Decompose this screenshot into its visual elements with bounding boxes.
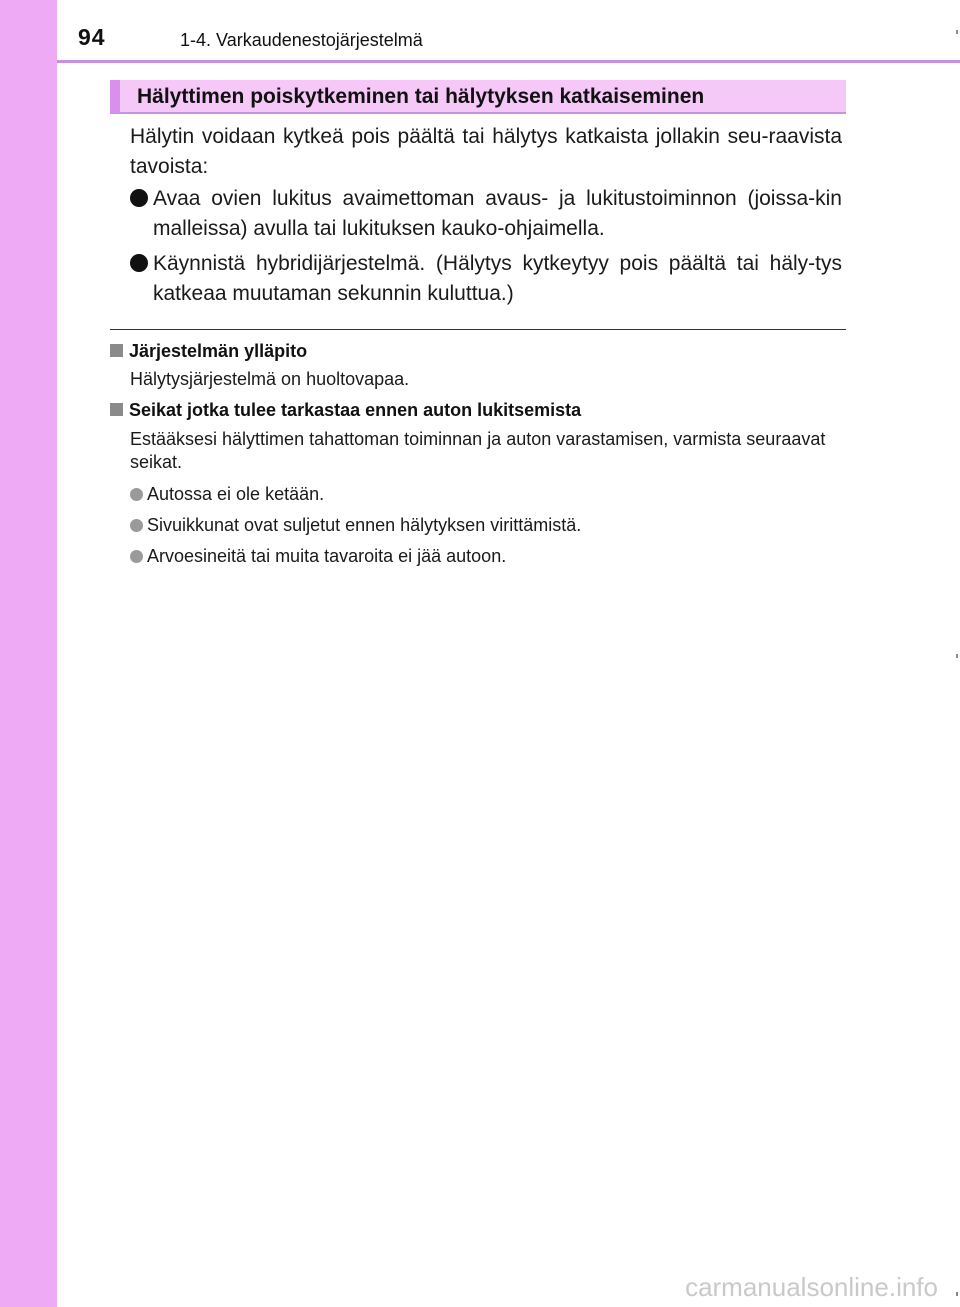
crop-mark — [956, 654, 958, 658]
section-heading-box — [110, 80, 846, 114]
watermark: carmanualsonline.info — [685, 1272, 938, 1302]
note-heading — [110, 341, 307, 362]
header-rule — [57, 60, 960, 63]
bullet-text: Avaa ovien lukitus avaimettoman avaus- ja lukitustoiminnon (joissa-kin malleissa) avulla tai lukituksen kauko-ohjaimella. — [153, 187, 842, 240]
list-item — [130, 484, 324, 505]
note-title: Seikat jotka tulee tarkastaa ennen auton lukitsemista — [129, 400, 582, 420]
bullet-text: Sivuikkunat ovat suljetut ennen hälytyksen virittämistä. — [147, 515, 582, 535]
bullet-dot-icon — [130, 189, 148, 207]
bullet-text: Autossa ei ole ketään. — [147, 484, 325, 504]
list-item — [130, 546, 506, 567]
gray-bullet-icon — [130, 550, 143, 563]
note-heading — [110, 400, 581, 421]
chapter-title: 1-4. Varkaudenestojärjestelmä — [180, 30, 423, 50]
list-item — [130, 249, 842, 309]
section-title: Hälyttimen poiskytkeminen tai hälytyksen katkaiseminen — [137, 85, 705, 108]
note-title: Järjestelmän ylläpito — [129, 341, 308, 361]
gray-bullet-icon — [130, 488, 143, 501]
crop-mark — [956, 1292, 958, 1296]
intro-paragraph: Hälytin voidaan kytkeä pois päältä tai hälytys katkaista jollakin seu-raavista tavoista: — [130, 125, 842, 178]
square-bullet-icon — [110, 344, 123, 357]
list-item — [130, 184, 842, 244]
bullet-text: Käynnistä hybridijärjestelmä. (Hälytys kytkeytyy pois päältä tai häly-tys katkeaa muutaman sekunnin kuluttua.) — [153, 252, 842, 305]
section-divider — [110, 329, 846, 330]
bullet-text: Arvoesineitä tai muita tavaroita ei jää autoon. — [147, 546, 507, 566]
note-text: Estääksesi hälyttimen tahattoman toiminnan ja auton varastamisen, varmista seuraavat seikat. — [130, 429, 826, 472]
crop-mark — [956, 30, 958, 34]
side-color-band — [0, 0, 57, 1307]
gray-bullet-icon — [130, 519, 143, 532]
page-number: 94 — [78, 24, 106, 50]
square-bullet-icon — [110, 403, 123, 416]
list-item — [130, 515, 581, 536]
bullet-dot-icon — [130, 254, 148, 272]
note-text: Hälytysjärjestelmä on huoltovapaa. — [130, 369, 410, 389]
